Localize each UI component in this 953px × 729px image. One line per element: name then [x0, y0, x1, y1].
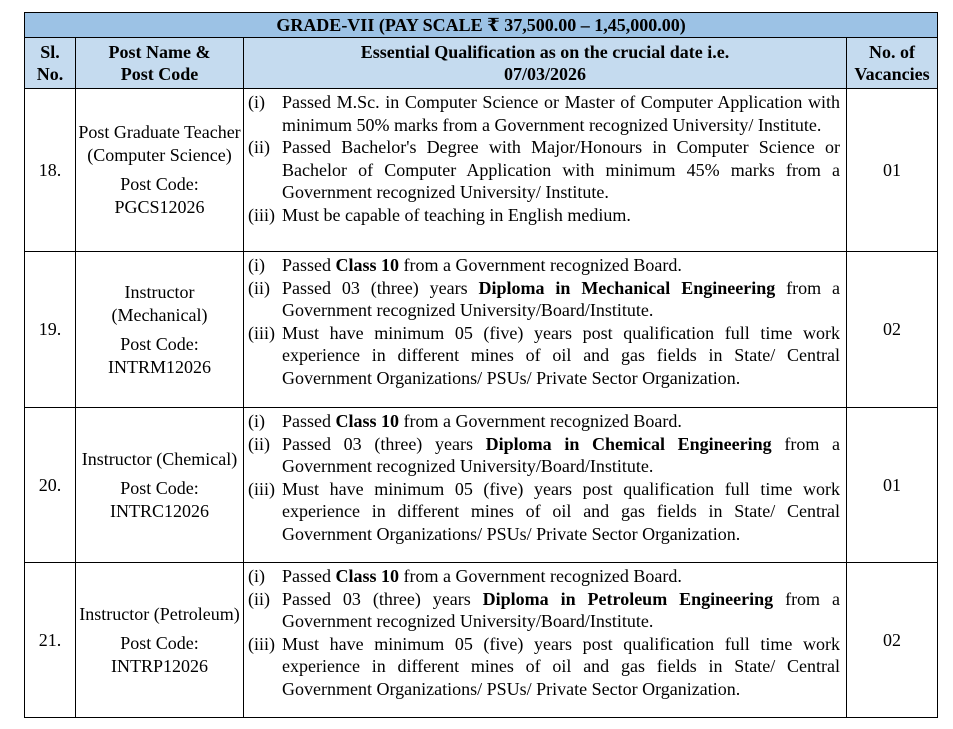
post-code-label: Post Code:: [120, 632, 199, 653]
qualification-text: Passed 03 (three) years Diploma in Chemical Engineering from a Government recognized University/Board/Institute.: [282, 433, 840, 477]
qualification-emphasis: Class 10: [335, 566, 400, 586]
post-code-block: [76, 632, 243, 678]
grade-title: GRADE-VII (PAY SCALE ₹ 37,500.00 – 1,45,000.00): [25, 13, 938, 38]
qualification-cell: [244, 252, 847, 408]
qualification-cell: [244, 563, 847, 718]
recruitment-table: [24, 12, 938, 718]
vacancies: 02: [847, 252, 938, 408]
post-code: INTRP12026: [110, 655, 208, 676]
post-code-label: Post Code:: [120, 174, 199, 194]
qualification-text: Passed Class 10 from a Government recognized Board.: [282, 255, 682, 275]
table-row: [25, 563, 938, 718]
qualification-item: [248, 136, 840, 204]
header-vacancies: No. of Vacancies: [847, 38, 938, 89]
post-code-label: Post Code:: [120, 333, 199, 354]
post-name: Instructor (Chemical): [81, 448, 238, 469]
qualification-number: (i): [248, 566, 265, 586]
qualification-emphasis: Class 10: [335, 255, 400, 275]
qualification-emphasis: Diploma in Chemical Engineering: [485, 433, 772, 454]
qualification-item: [248, 204, 840, 227]
qualification-text: Passed 03 (three) years Diploma in Mechanical Engineering from a Government recognized University/Board/Institute.: [282, 277, 840, 321]
qualification-item: [248, 322, 840, 390]
post-name: Instructor (Mechanical): [111, 281, 208, 325]
qualification-number: (i): [248, 92, 265, 112]
qualification-number: (iii): [248, 633, 275, 654]
grade-row: [25, 13, 938, 38]
qualification-number: (iii): [248, 204, 275, 225]
post-name-cell: [76, 89, 244, 252]
header-sl-no: Sl. No.: [25, 38, 76, 89]
qualification-cell: [244, 408, 847, 563]
qualification-number: (i): [248, 411, 265, 431]
qualification-item: [248, 478, 840, 546]
table-row: [25, 89, 938, 252]
sl-no: 19.: [25, 252, 76, 408]
qualification-item: [248, 588, 840, 633]
qualification-cell: [244, 89, 847, 252]
qualification-item: [248, 565, 840, 588]
header-qualification: Essential Qualification as on the crucial date i.e. 07/03/2026: [244, 38, 847, 89]
qualification-text: Must have minimum 05 (five) years post qualification full time work experience in different mines of oil and gas fields in State/ Central Government Organizations/ PSUs/ Private Sector Organization.: [282, 322, 840, 388]
qualification-emphasis: Diploma in Petroleum Engineering: [482, 588, 774, 609]
qualification-number: (ii): [248, 433, 270, 454]
qualification-text: Must have minimum 05 (five) years post qualification full time work experience in different mines of oil and gas fields in State/ Central Government Organizations/ PSUs/ Private Sector Organization.: [282, 478, 840, 544]
qualification-text: Passed M.Sc. in Computer Science or Master of Computer Application with minimum 50% marks from a Government recognized University/ Institute.: [282, 92, 840, 135]
qualification-text: Passed 03 (three) years Diploma in Petroleum Engineering from a Government recognized University/Board/Institute.: [282, 588, 840, 632]
qualification-text: Must have minimum 05 (five) years post qualification full time work experience in different mines of oil and gas fields in State/ Central Government Organizations/ PSUs/ Private Sector Organization.: [282, 633, 840, 699]
post-name: Instructor (Petroleum): [79, 603, 240, 624]
qualification-item: [248, 433, 840, 478]
sl-no: 21.: [25, 563, 76, 718]
qualification-item: [248, 254, 840, 277]
qualification-text: Must be capable of teaching in English medium.: [282, 204, 631, 225]
post-code-block: [76, 173, 243, 219]
post-code: PGCS12026: [114, 197, 205, 217]
qualification-number: (i): [248, 255, 265, 275]
vacancies: 01: [847, 408, 938, 563]
qualification-emphasis: Class 10: [335, 411, 400, 431]
vacancies: 01: [847, 89, 938, 252]
post-name-cell: [76, 252, 244, 408]
post-code: INTRM12026: [108, 356, 211, 377]
header-post-name: Post Name & Post Code: [76, 38, 244, 89]
qualification-item: [248, 633, 840, 701]
header-row: [25, 38, 938, 89]
qualification-item: [248, 91, 840, 136]
post-name: Post Graduate Teacher (Computer Science): [78, 122, 241, 165]
table-row: [25, 408, 938, 563]
qualification-number: (iii): [248, 322, 275, 343]
qualification-emphasis: Diploma in Mechanical Engineering: [478, 277, 776, 298]
sl-no: 20.: [25, 408, 76, 563]
qualification-number: (iii): [248, 478, 275, 499]
qualification-number: (ii): [248, 277, 270, 298]
post-code: INTRC12026: [110, 500, 209, 521]
post-code-label: Post Code:: [120, 477, 199, 498]
qualification-number: (ii): [248, 588, 270, 609]
sl-no: 18.: [25, 89, 76, 252]
post-name-cell: [76, 408, 244, 563]
vacancies: 02: [847, 563, 938, 718]
post-code-block: [76, 333, 243, 379]
qualification-number: (ii): [248, 137, 270, 158]
table-row: [25, 252, 938, 408]
qualification-item: [248, 277, 840, 322]
post-name-cell: [76, 563, 244, 718]
qualification-text: Passed Bachelor's Degree with Major/Honours in Computer Science or Bachelor of Computer Application with minimum 45% marks from a Government recognized University/ Institute.: [282, 137, 840, 203]
qualification-item: [248, 410, 840, 433]
post-code-block: [76, 477, 243, 523]
qualification-text: Passed Class 10 from a Government recognized Board.: [282, 566, 682, 586]
qualification-text: Passed Class 10 from a Government recognized Board.: [282, 411, 682, 431]
